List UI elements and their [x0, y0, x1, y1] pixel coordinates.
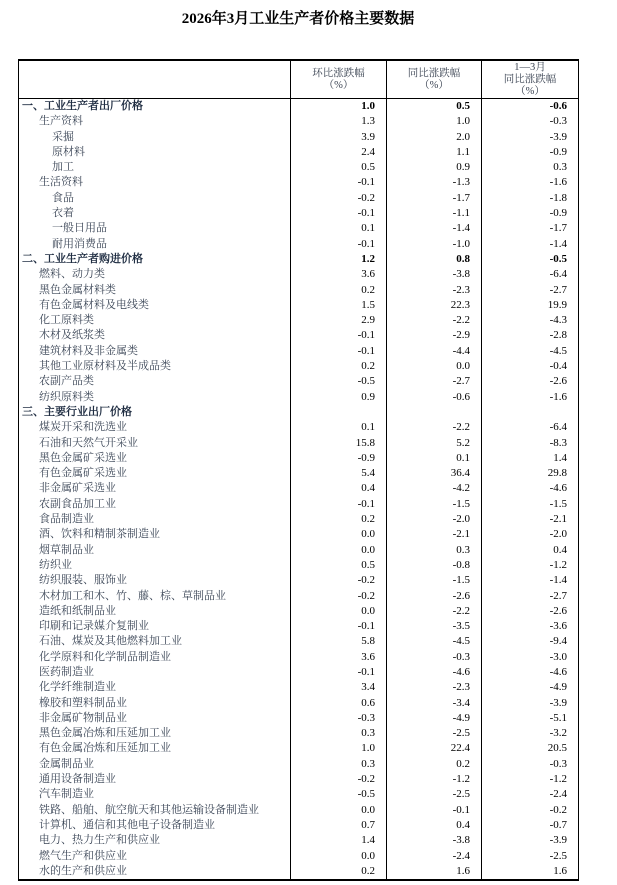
row-value-ytd: -1.5	[482, 497, 579, 512]
table-row	[19, 864, 579, 880]
row-label: 建筑材料及非金属类	[39, 344, 138, 357]
row-label: 纺织业	[39, 558, 72, 571]
row-label: 橡胶和塑料制品业	[39, 696, 127, 709]
row-value-yoy: -3.8	[387, 267, 482, 282]
row-value-mom: 0.5	[291, 160, 387, 175]
row-value-ytd: -2.0	[482, 527, 579, 542]
row-label: 一般日用品	[52, 222, 107, 235]
row-value-yoy: -1.5	[387, 497, 482, 512]
row-value-yoy: 0.0	[387, 359, 482, 374]
table-row	[19, 221, 579, 236]
row-value-ytd: -0.2	[482, 803, 579, 818]
row-label: 衣着	[52, 207, 74, 220]
table-row	[19, 543, 579, 558]
row-label: 水的生产和供应业	[39, 864, 127, 877]
table-row	[19, 803, 579, 818]
row-label: 有色金属冶炼和压延加工业	[39, 742, 171, 755]
row-value-yoy: -1.2	[387, 772, 482, 787]
row-value-yoy: -0.1	[387, 803, 482, 818]
row-value-ytd: 0.3	[482, 160, 579, 175]
table-row	[19, 527, 579, 542]
table-row	[19, 405, 579, 420]
row-value-yoy: 0.1	[387, 451, 482, 466]
row-value-ytd: -2.6	[482, 374, 579, 389]
row-value-ytd: -2.5	[482, 849, 579, 864]
row-value-mom: 3.6	[291, 650, 387, 665]
row-value-yoy: -0.3	[387, 650, 482, 665]
row-value-mom: 0.0	[291, 849, 387, 864]
row-value-yoy: 0.8	[387, 252, 482, 267]
row-value-ytd: -1.4	[482, 237, 579, 252]
table-row	[19, 634, 579, 649]
row-value-ytd: -2.4	[482, 787, 579, 802]
row-value-ytd: -4.5	[482, 344, 579, 359]
row-value-yoy: 5.2	[387, 436, 482, 451]
row-value-ytd: -1.2	[482, 558, 579, 573]
row-value-ytd: -1.4	[482, 573, 579, 588]
col-header-mom: 环比涨跌幅 （%）	[291, 60, 387, 99]
table-row	[19, 99, 579, 115]
row-value-yoy: 36.4	[387, 466, 482, 481]
table-row	[19, 757, 579, 772]
row-value-yoy: -1.4	[387, 221, 482, 236]
table-row	[19, 619, 579, 634]
row-value-mom: 0.3	[291, 757, 387, 772]
row-value-ytd: -0.4	[482, 359, 579, 374]
row-label: 农副食品加工业	[39, 497, 116, 510]
row-label: 其他工业原材料及半成品类	[39, 360, 171, 373]
table-row	[19, 160, 579, 175]
row-value-mom: -0.1	[291, 344, 387, 359]
row-value-mom: 0.6	[291, 696, 387, 711]
row-value-mom: 3.6	[291, 267, 387, 282]
row-value-ytd: -6.4	[482, 267, 579, 282]
row-label: 生活资料	[39, 176, 83, 189]
row-value-ytd: -5.1	[482, 711, 579, 726]
row-value-ytd: -3.2	[482, 726, 579, 741]
row-value-mom: -0.5	[291, 787, 387, 802]
row-label: 通用设备制造业	[39, 773, 116, 786]
page-title: 2026年3月工业生产者价格主要数据	[181, 11, 415, 27]
row-value-ytd: 19.9	[482, 298, 579, 313]
row-value-mom: 1.0	[291, 99, 387, 115]
table-row	[19, 436, 579, 451]
row-value-ytd: -3.9	[482, 130, 579, 145]
row-value-mom: -0.2	[291, 772, 387, 787]
col-header-ytd: 1—3月 同比涨跌幅 （%）	[482, 60, 579, 99]
row-value-ytd: -2.7	[482, 283, 579, 298]
row-value-yoy: -2.5	[387, 787, 482, 802]
row-value-mom: 0.0	[291, 527, 387, 542]
row-value-ytd: -2.1	[482, 512, 579, 527]
row-value-yoy: -2.3	[387, 283, 482, 298]
table-row	[19, 604, 579, 619]
row-label: 木材加工和木、竹、藤、棕、草制品业	[39, 589, 226, 602]
row-value-ytd: -3.0	[482, 650, 579, 665]
row-value-mom: -0.1	[291, 206, 387, 221]
table-row	[19, 466, 579, 481]
row-label: 农副产品类	[39, 375, 94, 388]
row-value-yoy: -2.4	[387, 849, 482, 864]
row-value-mom: 5.4	[291, 466, 387, 481]
row-value-yoy: -4.2	[387, 481, 482, 496]
row-value-ytd: 29.8	[482, 466, 579, 481]
row-value-mom: 1.2	[291, 252, 387, 267]
table-row	[19, 175, 579, 190]
row-value-mom: -0.1	[291, 175, 387, 190]
row-value-ytd: -1.6	[482, 175, 579, 190]
table-row	[19, 191, 579, 206]
row-value-mom: -0.5	[291, 374, 387, 389]
row-label: 纺织服装、服饰业	[39, 574, 127, 587]
row-value-mom: 0.1	[291, 221, 387, 236]
row-value-yoy	[387, 405, 482, 420]
row-value-yoy: -2.2	[387, 313, 482, 328]
header-row	[19, 60, 579, 99]
row-value-ytd: -6.4	[482, 420, 579, 435]
corner-cell	[19, 60, 291, 99]
row-value-yoy: -2.1	[387, 527, 482, 542]
row-value-mom: -0.9	[291, 451, 387, 466]
row-value-mom: -0.1	[291, 497, 387, 512]
row-label: 化学原料和化学制品制造业	[39, 650, 171, 663]
row-value-mom: 0.2	[291, 864, 387, 880]
row-label: 黑色金属冶炼和压延加工业	[39, 727, 171, 740]
table-row	[19, 497, 579, 512]
row-value-yoy: 0.9	[387, 160, 482, 175]
table-row	[19, 573, 579, 588]
row-label: 食品	[52, 191, 74, 204]
row-value-yoy: -1.5	[387, 573, 482, 588]
row-value-mom: 2.4	[291, 145, 387, 160]
row-value-ytd: -0.3	[482, 757, 579, 772]
table-row	[19, 359, 579, 374]
table-row	[19, 374, 579, 389]
row-value-mom: 3.4	[291, 680, 387, 695]
table-row	[19, 818, 579, 833]
row-label: 原材料	[52, 145, 85, 158]
row-value-ytd: -2.6	[482, 604, 579, 619]
row-value-yoy: -3.8	[387, 833, 482, 848]
table-row	[19, 344, 579, 359]
table-row	[19, 787, 579, 802]
table-row	[19, 589, 579, 604]
row-value-ytd: -4.6	[482, 481, 579, 496]
row-value-ytd: -4.3	[482, 313, 579, 328]
row-value-mom: 0.1	[291, 420, 387, 435]
row-value-ytd: 0.4	[482, 543, 579, 558]
table-row	[19, 267, 579, 282]
table-row	[19, 283, 579, 298]
row-value-mom: -0.2	[291, 191, 387, 206]
row-value-mom: 0.4	[291, 481, 387, 496]
row-value-ytd: -8.3	[482, 436, 579, 451]
row-value-yoy: 0.4	[387, 818, 482, 833]
row-label: 非金属矿物制品业	[39, 711, 127, 724]
table-row	[19, 237, 579, 252]
row-value-mom: 0.2	[291, 283, 387, 298]
row-value-yoy: -2.2	[387, 420, 482, 435]
row-value-ytd: -4.9	[482, 680, 579, 695]
row-value-yoy: 0.3	[387, 543, 482, 558]
row-value-mom: 3.9	[291, 130, 387, 145]
row-label: 一、工业生产者出厂价格	[22, 100, 143, 112]
table-row	[19, 390, 579, 405]
row-value-mom: 0.2	[291, 512, 387, 527]
table-row	[19, 328, 579, 343]
table-row	[19, 252, 579, 267]
row-value-ytd: -1.6	[482, 390, 579, 405]
table-row	[19, 772, 579, 787]
row-value-yoy: -0.6	[387, 390, 482, 405]
row-label: 木材及纸浆类	[39, 329, 105, 342]
row-value-yoy: -2.2	[387, 604, 482, 619]
row-label: 酒、饮料和精制茶制造业	[39, 528, 160, 541]
row-value-ytd: -0.3	[482, 114, 579, 129]
row-value-yoy: -2.0	[387, 512, 482, 527]
price-data-table	[18, 59, 579, 881]
row-value-ytd: -1.7	[482, 221, 579, 236]
row-value-yoy: -0.8	[387, 558, 482, 573]
table-header	[19, 60, 579, 99]
row-value-mom: 5.8	[291, 634, 387, 649]
row-value-ytd: -3.6	[482, 619, 579, 634]
row-value-mom: 0.0	[291, 803, 387, 818]
row-value-mom: 0.0	[291, 543, 387, 558]
row-label: 造纸和纸制品业	[39, 604, 116, 617]
row-label: 食品制造业	[39, 513, 94, 526]
row-value-mom: -0.1	[291, 619, 387, 634]
row-label: 加工	[52, 161, 74, 174]
row-label: 电力、热力生产和供应业	[39, 834, 160, 847]
row-value-yoy: -2.6	[387, 589, 482, 604]
row-label: 生产资料	[39, 115, 83, 128]
row-value-mom: 0.0	[291, 604, 387, 619]
table-row	[19, 696, 579, 711]
row-value-mom: -0.2	[291, 573, 387, 588]
row-label: 汽车制造业	[39, 788, 94, 801]
row-value-yoy: 22.3	[387, 298, 482, 313]
table-row	[19, 512, 579, 527]
table-row	[19, 726, 579, 741]
row-value-ytd: -1.8	[482, 191, 579, 206]
col-header-yoy: 同比涨跌幅 （%）	[387, 60, 482, 99]
table-row	[19, 680, 579, 695]
row-value-yoy: 1.0	[387, 114, 482, 129]
row-value-yoy: 22.4	[387, 741, 482, 756]
row-value-ytd: -0.9	[482, 206, 579, 221]
row-label: 烟草制品业	[39, 543, 94, 556]
row-value-yoy: -4.6	[387, 665, 482, 680]
row-value-yoy: -2.7	[387, 374, 482, 389]
table-row	[19, 145, 579, 160]
row-label: 二、工业生产者购进价格	[22, 252, 143, 265]
row-value-mom: 0.2	[291, 359, 387, 374]
row-value-mom: 0.3	[291, 726, 387, 741]
row-label: 燃料、动力类	[39, 268, 105, 281]
row-label: 化工原料类	[39, 314, 94, 327]
row-value-yoy: -1.0	[387, 237, 482, 252]
row-label: 煤炭开采和洗选业	[39, 421, 127, 434]
row-value-mom: -0.3	[291, 711, 387, 726]
table-row	[19, 298, 579, 313]
row-value-mom: 15.8	[291, 436, 387, 451]
row-value-ytd: -2.7	[482, 589, 579, 604]
row-label: 医药制造业	[39, 665, 94, 678]
row-label: 有色金属材料及电线类	[39, 298, 149, 311]
row-label: 黑色金属材料类	[39, 283, 116, 296]
table-row	[19, 313, 579, 328]
row-value-yoy: -1.7	[387, 191, 482, 206]
row-value-yoy: 1.6	[387, 864, 482, 880]
row-value-yoy: -3.4	[387, 696, 482, 711]
row-value-yoy: -4.9	[387, 711, 482, 726]
row-value-ytd: -1.2	[482, 772, 579, 787]
row-value-mom: 0.5	[291, 558, 387, 573]
row-value-yoy: -1.3	[387, 175, 482, 190]
row-label: 三、主要行业出厂价格	[22, 405, 132, 418]
row-value-mom: 1.4	[291, 833, 387, 848]
table-row	[19, 833, 579, 848]
table-row	[19, 130, 579, 145]
row-value-ytd: -9.4	[482, 634, 579, 649]
table-row	[19, 420, 579, 435]
table-row	[19, 451, 579, 466]
row-label: 采掘	[52, 130, 74, 143]
row-value-ytd	[482, 405, 579, 420]
row-label: 石油和天然气开采业	[39, 436, 138, 449]
row-value-yoy: 1.1	[387, 145, 482, 160]
row-label: 非金属矿采选业	[39, 482, 116, 495]
row-value-yoy: -1.1	[387, 206, 482, 221]
row-value-mom: -0.1	[291, 665, 387, 680]
row-value-yoy: -2.3	[387, 680, 482, 695]
row-value-yoy: -2.5	[387, 726, 482, 741]
row-label: 计算机、通信和其他电子设备制造业	[39, 818, 215, 831]
row-value-mom: -0.2	[291, 589, 387, 604]
row-value-yoy: 2.0	[387, 130, 482, 145]
row-label: 金属制品业	[39, 757, 94, 770]
row-value-mom: -0.1	[291, 328, 387, 343]
row-label: 纺织原料类	[39, 390, 94, 403]
row-label: 耐用消费品	[52, 237, 107, 250]
row-label: 石油、煤炭及其他燃料加工业	[39, 635, 182, 648]
row-label: 有色金属矿采选业	[39, 467, 127, 480]
table-row	[19, 481, 579, 496]
row-value-yoy: -4.5	[387, 634, 482, 649]
row-value-yoy: -4.4	[387, 344, 482, 359]
row-value-ytd: -0.7	[482, 818, 579, 833]
row-value-yoy: 0.2	[387, 757, 482, 772]
row-label: 化学纤维制造业	[39, 681, 116, 694]
row-value-ytd: 1.6	[482, 864, 579, 880]
row-value-mom: 2.9	[291, 313, 387, 328]
row-value-mom: 1.0	[291, 741, 387, 756]
row-value-ytd: -0.5	[482, 252, 579, 267]
table-body	[19, 99, 579, 881]
table-row	[19, 114, 579, 129]
row-value-ytd: 1.4	[482, 451, 579, 466]
table-row	[19, 741, 579, 756]
row-label: 黑色金属矿采选业	[39, 451, 127, 464]
row-label: 燃气生产和供应业	[39, 849, 127, 862]
row-label: 印刷和记录媒介复制业	[39, 620, 149, 633]
table-row	[19, 849, 579, 864]
row-label: 铁路、船舶、航空航天和其他运输设备制造业	[39, 803, 259, 816]
row-value-mom: -0.1	[291, 237, 387, 252]
row-value-mom: 1.5	[291, 298, 387, 313]
row-value-yoy: -3.5	[387, 619, 482, 634]
row-value-ytd: -0.6	[482, 99, 579, 115]
row-value-yoy: 0.5	[387, 99, 482, 115]
row-value-ytd: 20.5	[482, 741, 579, 756]
table-row	[19, 665, 579, 680]
row-value-mom: 0.9	[291, 390, 387, 405]
row-value-mom	[291, 405, 387, 420]
row-value-yoy: -2.9	[387, 328, 482, 343]
table-row	[19, 711, 579, 726]
table-row	[19, 558, 579, 573]
table-row	[19, 650, 579, 665]
row-value-ytd: -3.9	[482, 696, 579, 711]
row-value-mom: 0.7	[291, 818, 387, 833]
table-row	[19, 206, 579, 221]
row-value-ytd: -3.9	[482, 833, 579, 848]
row-value-ytd: -2.8	[482, 328, 579, 343]
row-value-mom: 1.3	[291, 114, 387, 129]
row-value-ytd: -0.9	[482, 145, 579, 160]
row-value-ytd: -4.6	[482, 665, 579, 680]
